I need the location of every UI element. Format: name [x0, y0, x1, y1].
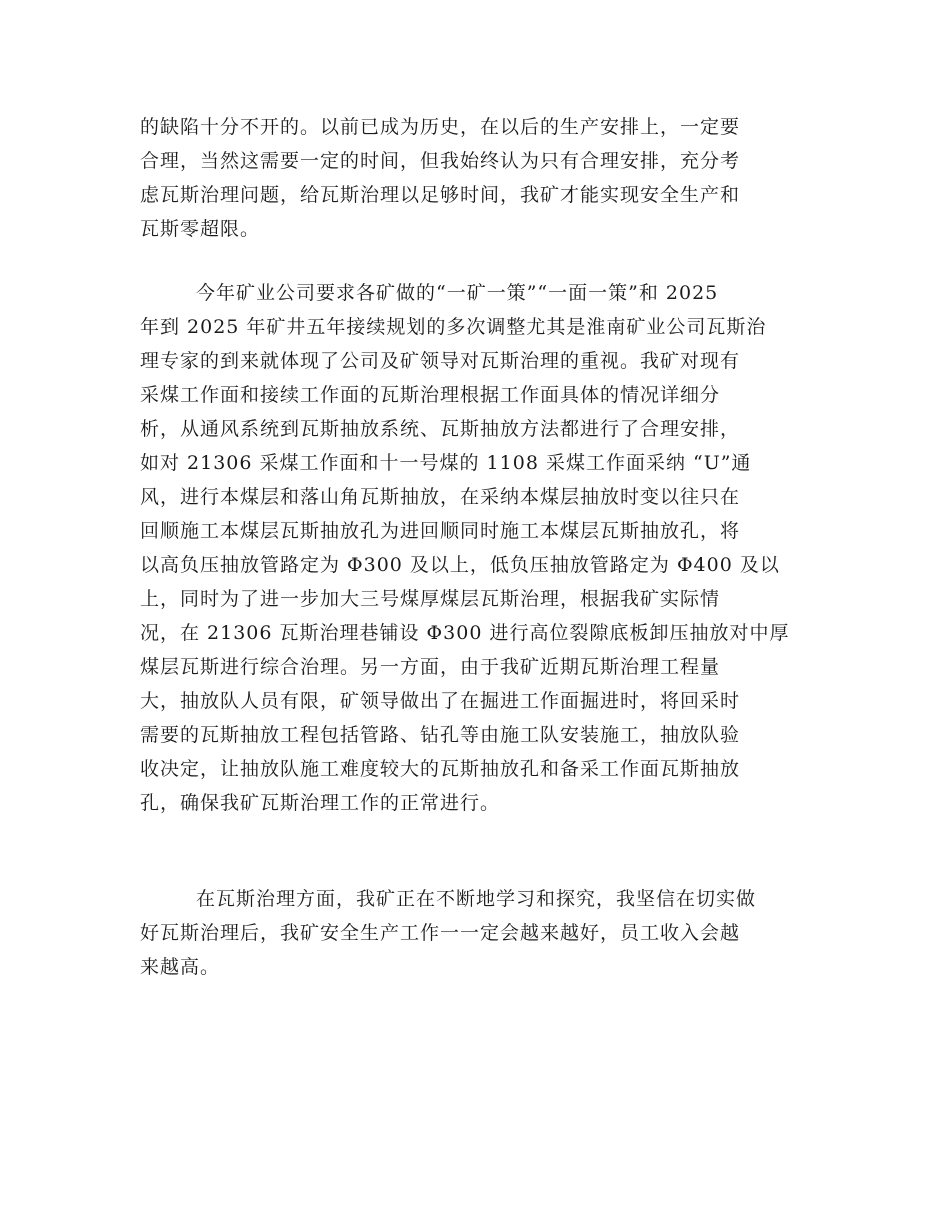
paragraph-3 [140, 882, 820, 984]
text-line: 大，抽放队人员有限，矿领导做出了在掘进工作面掘进时，将回采时 [140, 690, 741, 712]
text-line: 煤层瓦斯进行综合治理。另一方面，由于我矿近期瓦斯治理工程量 [140, 656, 721, 678]
text-line: 来越高。 [140, 956, 221, 978]
text-line: 好瓦斯治理后，我矿安全生产工作一一定会越来越好，员工收入会越 [140, 922, 741, 944]
text-line: 上，同时为了进一步加大三号煤厚煤层瓦斯治理，根据我矿实际情 [140, 588, 721, 610]
text-line: 需要的瓦斯抽放工程包括管路、钻孔等由施工队安装施工，抽放队验 [140, 724, 741, 746]
text-line: 收决定，让抽放队施工难度较大的瓦斯抽放孔和备采工作面瓦斯抽放 [140, 758, 741, 780]
text-line: 采煤工作面和接续工作面的瓦斯治理根据工作面具体的情况详细分 [140, 384, 721, 406]
text-line: 孔，确保我矿瓦斯治理工作的正常进行。 [140, 792, 501, 814]
text-line: 理专家的到来就体现了公司及矿领导对瓦斯治理的重视。我矿对现有 [140, 350, 741, 372]
text-line: 虑瓦斯治理问题，给瓦斯治理以足够时间，我矿才能实现安全生产和 [140, 184, 741, 206]
paragraph-1 [140, 110, 820, 246]
text-line: 瓦斯零超限。 [140, 218, 261, 240]
text-line: 年到 2025 年矿井五年接续规划的多次调整尤其是淮南矿业公司瓦斯治 [140, 316, 767, 338]
paragraph-2 [140, 276, 820, 820]
text-line: 在瓦斯治理方面，我矿正在不断地学习和探究，我坚信在切实做 [196, 888, 757, 910]
text-line: 况，在 21306 瓦斯治理巷铺设 Φ300 进行高位裂隙底板卸压抽放对中厚 [140, 622, 790, 644]
text-line: 风，进行本煤层和落山角瓦斯抽放，在采纳本煤层抽放时变以往只在 [140, 486, 741, 508]
text-line: 如对 21306 采煤工作面和十一号煤的 1108 采煤工作面采纳 “U”通 [140, 452, 752, 474]
text-line: 合理，当然这需要一定的时间，但我始终认为只有合理安排，充分考 [140, 150, 741, 172]
text-line: 今年矿业公司要求各矿做的“一矿一策”“一面一策”和 2025 [196, 282, 719, 304]
text-line: 回顺施工本煤层瓦斯抽放孔为进回顺同时施工本煤层瓦斯抽放孔，将 [140, 520, 741, 542]
text-line: 的缺陷十分不开的。以前已成为历史，在以后的生产安排上，一定要 [140, 116, 741, 138]
text-line: 析，从通风系统到瓦斯抽放系统、瓦斯抽放方法都进行了合理安排， [140, 418, 741, 440]
text-line: 以高负压抽放管路定为 Φ300 及以上，低负压抽放管路定为 Φ400 及以 [140, 554, 780, 576]
